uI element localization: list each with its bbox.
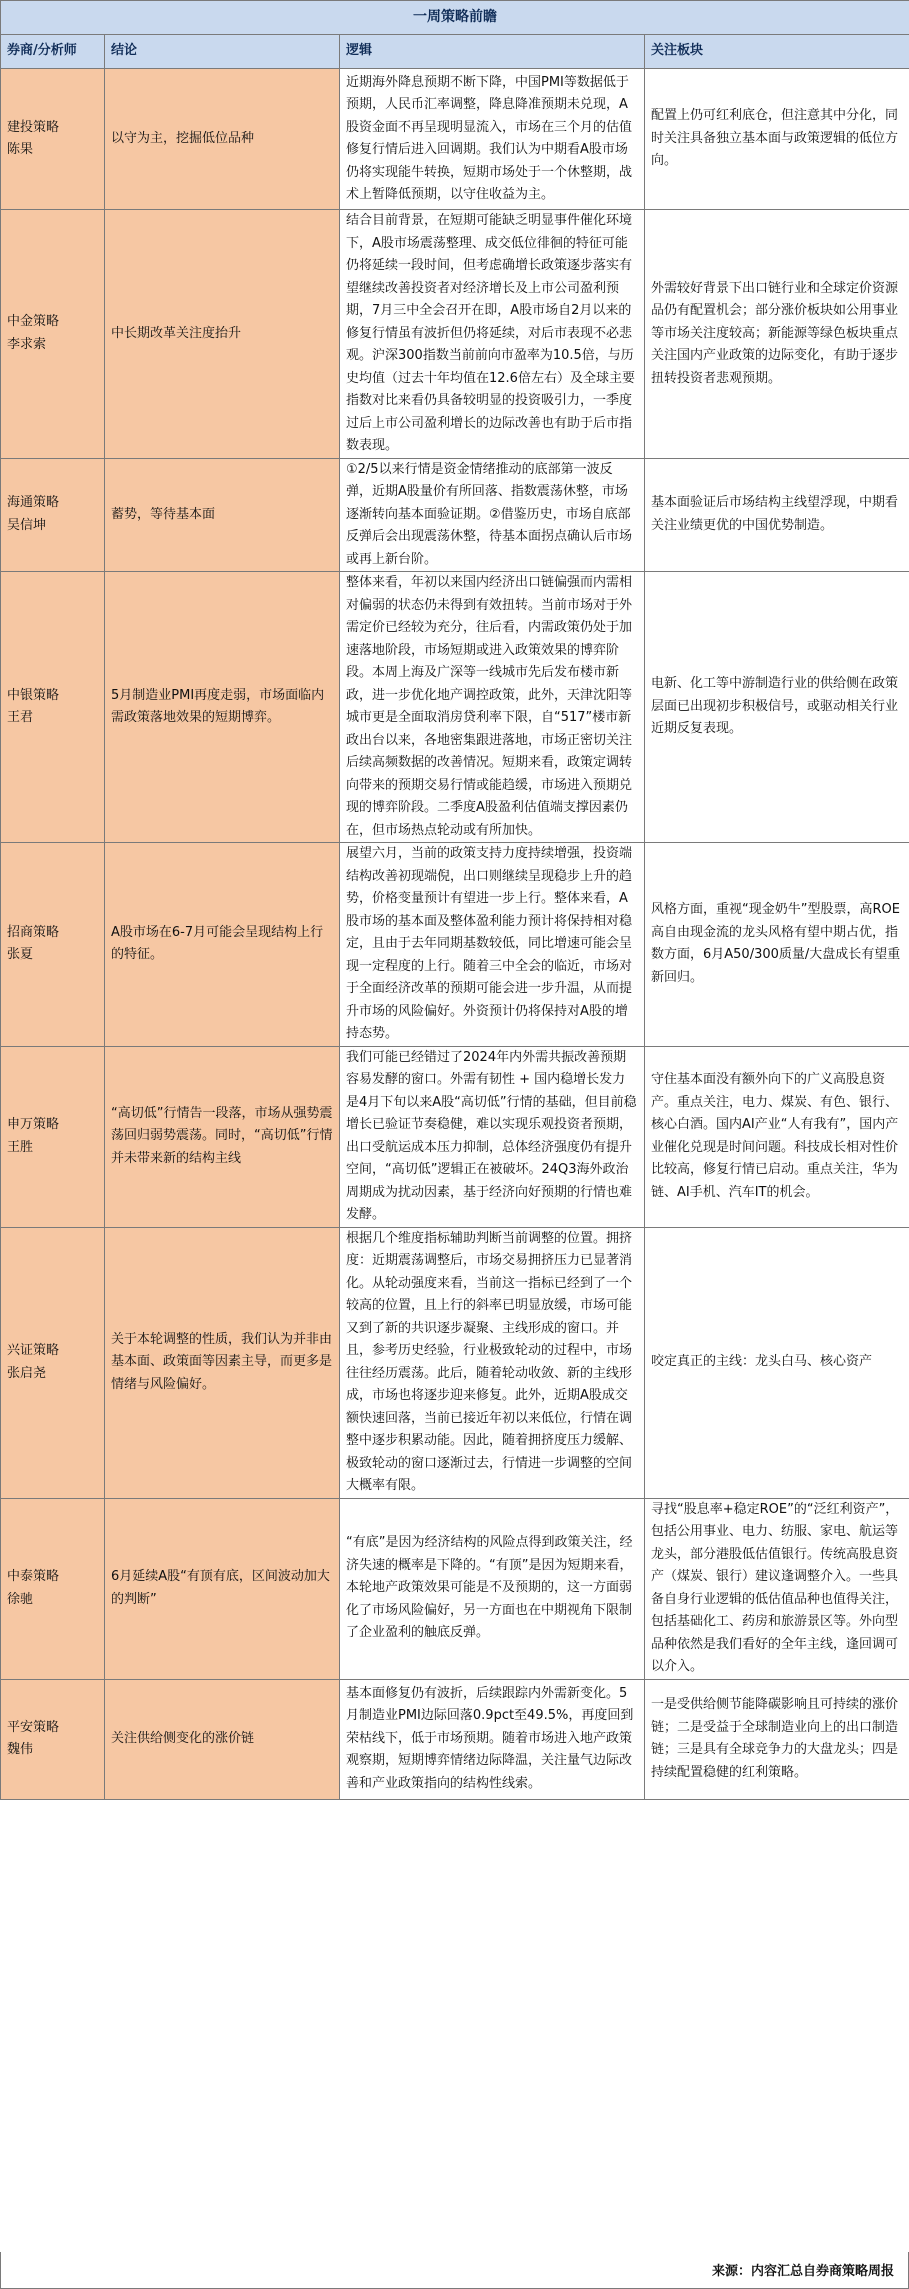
logic-cell: 近期海外降息预期不断下降，中国PMI等数据低于预期，人民币汇率调整，降息降准预期未兑现，A股资金面不再呈现明显流入，市场在三个月的估值修复行情后进入回调期。我们认为中期看A股市场仍将实现能牛转换，短期市场处于一个休整期，战术上暂降低预期，以守住收益为主。 [340, 69, 645, 210]
analyst-name: 张启尧 [7, 1365, 47, 1381]
firm-cell [1, 843, 105, 1047]
conclusion-cell: 中长期改革关注度抬升 [105, 210, 340, 459]
conclusion-cell: 关于本轮调整的性质，我们认为并非由基本面、政策面等因素主导，而更多是情绪与风险偏好。 [105, 1227, 340, 1498]
table-row [1, 1679, 909, 1799]
firm-cell [1, 210, 105, 459]
logic-cell: “有底”是因为经济结构的风险点得到政策关注，经济失速的概率是下降的。“有顶”是因为短期来看，本轮地产政策效果可能是不及预期的，这一方面弱化了市场风险偏好，另一方面也在中期视角下限制了企业盈利的触底反弹。 [340, 1498, 645, 1679]
firm-name: 兴证策略 [7, 1343, 60, 1358]
source-footer [0, 2252, 909, 2289]
conclusion-cell: 蓄势，等待基本面 [105, 458, 340, 572]
firm-cell [1, 458, 105, 572]
conclusion-cell: 关注供给侧变化的涨价链 [105, 1679, 340, 1799]
table-row [1, 1498, 909, 1679]
logic-cell: 整体来看，年初以来国内经济出口链偏强而内需相对偏弱的状态仍未得到有效扭转。当前市场对于外需定价已经较为充分，往后看，内需政策仍处于加速落地阶段，市场短期或进入政策效果的博弈阶段。本周上海及广深等一线城市先后发布楼市新政，进一步优化地产调控政策，此外，天津沈阳等城市更是全面取消房贷利率下限，自“517”楼市新政出台以来，各地密集跟进落地，市场正密切关注后续高频数据的改善情况。短期来看，政策定调转向带来的预期交易行情或能趋缓，市场进入预期兑现的博弈阶段。二季度A股盈利估值端支撑因素仍在，但市场热点轮动或有所加快。 [340, 572, 645, 843]
firm-name: 中金策略 [7, 314, 60, 330]
analyst-name: 徐驰 [7, 1591, 34, 1607]
analyst-name: 张夏 [7, 947, 34, 963]
sectors-cell: 配置上仍可红利底仓，但注意其中分化，同时关注具备独立基本面与政策逻辑的低位方向。 [645, 69, 909, 210]
sectors-cell: 电新、化工等中游制造行业的供给侧在政策层面已出现初步积极信号，或驱动相关行业近期反复表现。 [645, 572, 909, 843]
firm-cell [1, 572, 105, 843]
firm-name: 平安策略 [7, 1719, 60, 1735]
firm-name: 中银策略 [7, 687, 60, 703]
firm-cell [1, 69, 105, 210]
logic-cell: 我们可能已经错过了2024年内外需共振改善预期容易发酵的窗口。外需有韧性 + 国内稳增长发力是4月下旬以来A股“高切低”行情的基础，但目前稳增长已验证节奏稳健，难以实现乐观投资者预期，出口受航运成本压力抑制，总体经济强度仍有提升空间，“高切低”逻辑正在被破坏。24Q3海外政治周期成为扰动因素，基于经济向好预期的行情也难发酵。 [340, 1046, 645, 1227]
conclusion-cell: 5月制造业PMI再度走弱，市场面临内需政策落地效果的短期博弈。 [105, 572, 340, 843]
sectors-cell: 守住基本面没有额外向下的广义高股息资产。重点关注，电力、煤炭、有色、银行、核心白酒。国内AI产业“人有我有”，国内产业催化兑现是时间问题。科技成长相对性价比较高，修复行情已启动。重点关注，华为链、AI手机、汽车IT的机会。 [645, 1046, 909, 1227]
firm-cell [1, 1046, 105, 1227]
logic-cell: 结合目前背景，在短期可能缺乏明显事件催化环境下，A股市场震荡整理、成交低位徘徊的特征可能仍将延续一段时间，但考虑确增长政策逐步落实有望继续改善投资者对经济增长及上市公司盈利预期，7月三中全会召开在即，A股市场自2月以来的修复行情虽有波折但仍将延续，对后市表现不必悲观。沪深300指数当前前向市盈率为10.5倍，与历史均值（过去十年均值在12.6倍左右）及全球主要指数对比来看仍具备较明显的投资吸引力，一季度过后上市公司盈利增长的边际改善也有助于后市指数表现。 [340, 210, 645, 459]
analyst-name: 陈果 [7, 142, 34, 157]
firm-cell [1, 1679, 105, 1799]
firm-name: 海通策略 [7, 495, 60, 511]
analyst-name: 吴信坤 [7, 517, 47, 533]
conclusion-cell: “高切低”行情告一段落，市场从强势震荡回归弱势震荡。同时，“高切低”行情并未带来新的结构主线 [105, 1046, 340, 1227]
header-sectors: 关注板块 [645, 35, 909, 69]
firm-cell [1, 1498, 105, 1679]
analyst-name: 李求索 [7, 336, 47, 352]
header-conclusion: 结论 [105, 35, 340, 69]
table-row [1, 1227, 909, 1498]
firm-name: 招商策略 [7, 924, 60, 940]
logic-cell: ①2/5以来行情是资金情绪推动的底部第一波反弹，近期A股量价有所回落、指数震荡休整，市场逐渐转向基本面验证期。②借鉴历史，市场自底部反弹后会出现震荡休整，待基本面拐点确认后市场或再上新台阶。 [340, 458, 645, 572]
header-logic: 逻辑 [340, 35, 645, 69]
sectors-cell: 外需较好背景下出口链行业和全球定价资源品仍有配置机会；部分涨价板块如公用事业等市场关注度较高；新能源等绿色板块重点关注国内产业政策的边际变化，有助于逐步扭转投资者悲观预期。 [645, 210, 909, 459]
analyst-name: 王君 [7, 710, 34, 725]
table-header-row [1, 35, 909, 69]
conclusion-cell: A股市场在6-7月可能会呈现结构上行的特征。 [105, 843, 340, 1047]
conclusion-cell: 6月延续A股“有顶有底，区间波动加大的判断” [105, 1498, 340, 1679]
analyst-name: 魏伟 [7, 1742, 34, 1757]
header-firm: 券商/分析师 [1, 35, 105, 69]
table-row [1, 458, 909, 572]
table-title-row [1, 1, 909, 35]
table-row [1, 1046, 909, 1227]
sectors-cell: 咬定真正的主线：龙头白马、核心资产 [645, 1227, 909, 1498]
sectors-cell: 风格方面，重视“现金奶牛”型股票，高ROE高自由现金流的龙头风格有望中期占优，指数方面，6月A50/300质量/大盘成长有望重新回归。 [645, 843, 909, 1047]
firm-name: 申万策略 [7, 1117, 60, 1132]
sectors-cell: 一是受供给侧节能降碳影响且可持续的涨价链；二是受益于全球制造业向上的出口制造链；三是具有全球竞争力的大盘龙头；四是持续配置稳健的红利策略。 [645, 1679, 909, 1799]
table-row [1, 69, 909, 210]
sectors-cell: 基本面验证后市场结构主线望浮现，中期看关注业绩更优的中国优势制造。 [645, 458, 909, 572]
logic-cell: 根据几个维度指标辅助判断当前调整的位置。拥挤度：近期震荡调整后，市场交易拥挤压力已显著消化。从轮动强度来看，当前这一指标已经到了一个较高的位置，且上行的斜率已明显放缓，市场可能又到了新的共识逐步凝聚、主线形成的窗口。并且，参考历史经验，行业极致轮动的过程中，市场往往经历震荡。此后，随着轮动收敛、新的主线形成，市场也将逐步迎来修复。此外，近期A股成交额快速回落，当前已接近年初以来低位，行情在调整中逐步积累动能。因此，随着拥挤度压力缓解、极致轮动的窗口逐渐过去，行情进一步调整的空间大概率有限。 [340, 1227, 645, 1498]
table-row [1, 572, 909, 843]
table-row [1, 843, 909, 1047]
logic-cell: 基本面修复仍有波折，后续跟踪内外需新变化。5月制造业PMI边际回落0.9pct至49.5%，再度回到荣枯线下，低于市场预期。随着市场进入地产政策观察期，短期博弈情绪边际降温，关注量气边际改善和产业政策指向的结构性线索。 [340, 1679, 645, 1799]
table-row [1, 210, 909, 459]
firm-cell [1, 1227, 105, 1498]
sectors-cell: 寻找“股息率+稳定ROE”的“泛红利资产”，包括公用事业、电力、纺服、家电、航运等龙头，部分港股低估值银行。传统高股息资产（煤炭、银行）建议逢调整介入。一些具备自身行业逻辑的低估值品种也值得关注，包括基础化工、药房和旅游景区等。外向型品种依然是我们看好的全年主线，逢回调可以介入。 [645, 1498, 909, 1679]
table-title: 一周策略前瞻 [1, 1, 909, 35]
logic-cell: 展望六月，当前的政策支持力度持续增强，投资端结构改善初现端倪，出口则继续呈现稳步上升的趋势，价格变量预计有望进一步上行。整体来看，A股市场的基本面及整体盈利能力预计将保持相对稳定，且由于去年同期基数较低，同比增速可能会呈现一定程度的上行。随着三中全会的临近，市场对于全面经济改革的预期可能会进一步升温，从而提升市场的风险偏好。外资预计仍将保持对A股的增持态势。 [340, 843, 645, 1047]
source-note: 来源：内容汇总自券商策略周报 [711, 2264, 894, 2279]
analyst-name: 王胜 [7, 1139, 34, 1155]
firm-name: 中泰策略 [7, 1569, 60, 1584]
conclusion-cell: 以守为主，挖掘低位品种 [105, 69, 340, 210]
firm-name: 建投策略 [7, 119, 60, 135]
